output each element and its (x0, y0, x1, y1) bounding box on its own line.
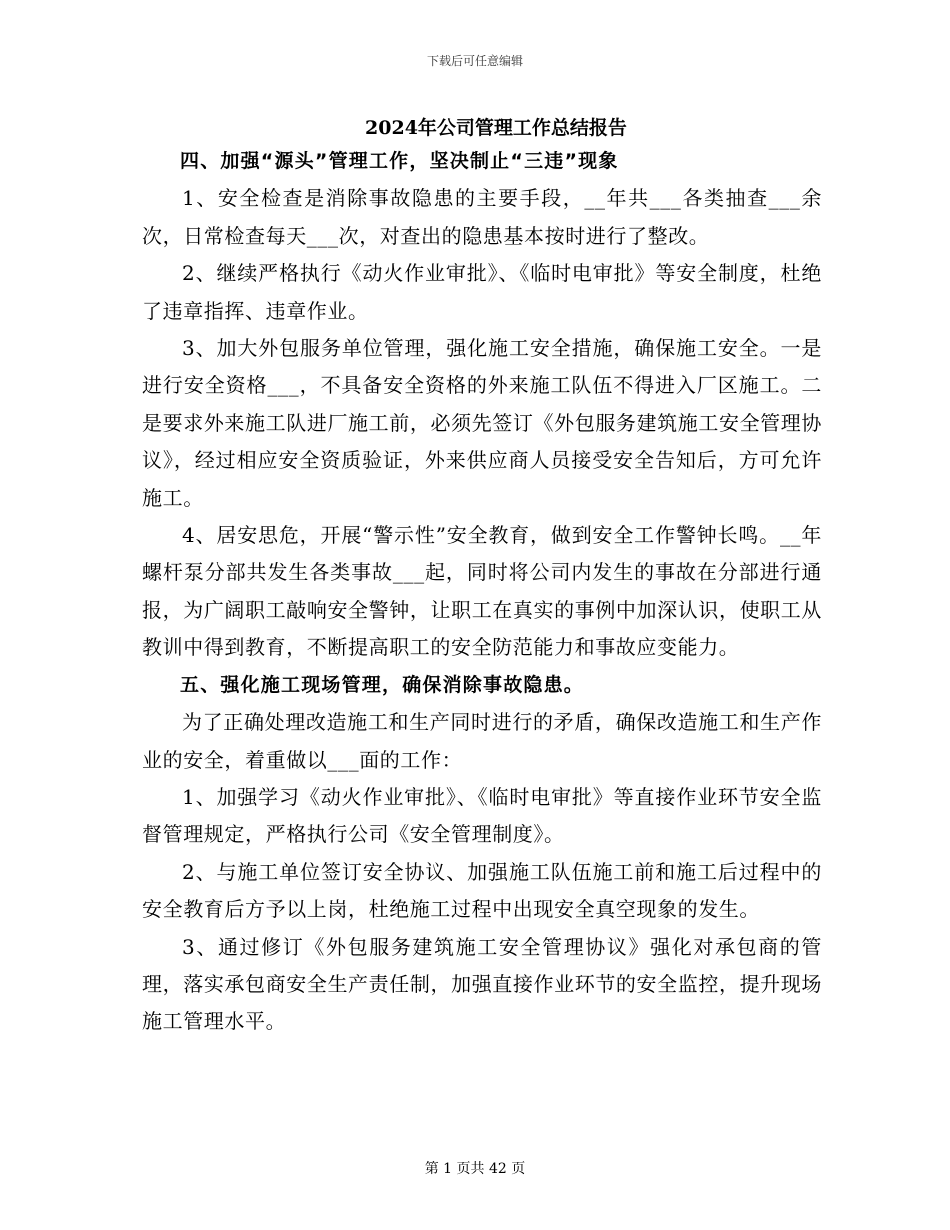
document-body (142, 143, 822, 1041)
paragraph-4-4: 4、居安思危，开展“警示性”安全教育，做到安全工作警钟长鸣。__年螺杆泵分部共发生各类事故___起，同时将公司内发生的事故在分部进行通报，为广阔职工敲响安全警钟，让职工在真实的事例中加深认识，使职工从教训中得到教育，不断提高职工的安全防范能力和事故应变能力。 (142, 523, 822, 660)
page-number: 第 1 页共 42 页 (424, 1161, 526, 1177)
section-heading-4: 四、加强“源头”管理工作，坚决制止“三违”现象 (180, 150, 619, 172)
paragraph-5-3: 3、通过修订《外包服务建筑施工安全管理协议》强化对承包商的管理，落实承包商安全生产责任制，加强直接作业环节的安全监控，提升现场施工管理水平。 (142, 934, 822, 1034)
section-heading-5: 五、强化施工现场管理，确保消除事故隐患。 (180, 673, 585, 696)
paragraph-5-intro: 为了正确处理改造施工和生产同时进行的矛盾，确保改造施工和生产作业的安全，着重做以___面的工作： (142, 710, 822, 772)
paragraph-5-1: 1、加强学习《动火作业审批》、《临时电审批》等直接作业环节安全监督管理规定，严格执行公司《安全管理制度》。 (142, 784, 822, 847)
paragraph-4-2: 2、继续严格执行《动火作业审批》、《临时电审批》等安全制度，杜绝了违章指挥、违章作业。 (142, 261, 822, 323)
document-title: 2024年公司管理工作总结报告 (365, 117, 627, 139)
paragraph-4-3: 3、加大外包服务单位管理，强化施工安全措施，确保施工安全。一是进行安全资格___，不具备安全资格的外来施工队伍不得进入厂区施工。二是要求外来施工队进厂施工前，必须先签订《外包服务建筑施工安全管理协议》，经过相应安全资质验证，外来供应商人员接受安全告知后，方可允许施工。 (142, 336, 822, 510)
paragraph-5-2: 2、与施工单位签订安全协议、加强施工队伍施工前和施工后过程中的安全教育后方予以上岗，杜绝施工过程中出现安全真空现象的发生。 (142, 859, 822, 922)
paragraph-4-1: 1、安全检查是消除事故隐患的主要手段，__年共___各类抽查___余次，日常检查每天___次，对查出的隐患基本按时进行了整改。 (142, 186, 822, 248)
header-note: 下载后可任意编辑 (426, 54, 523, 68)
